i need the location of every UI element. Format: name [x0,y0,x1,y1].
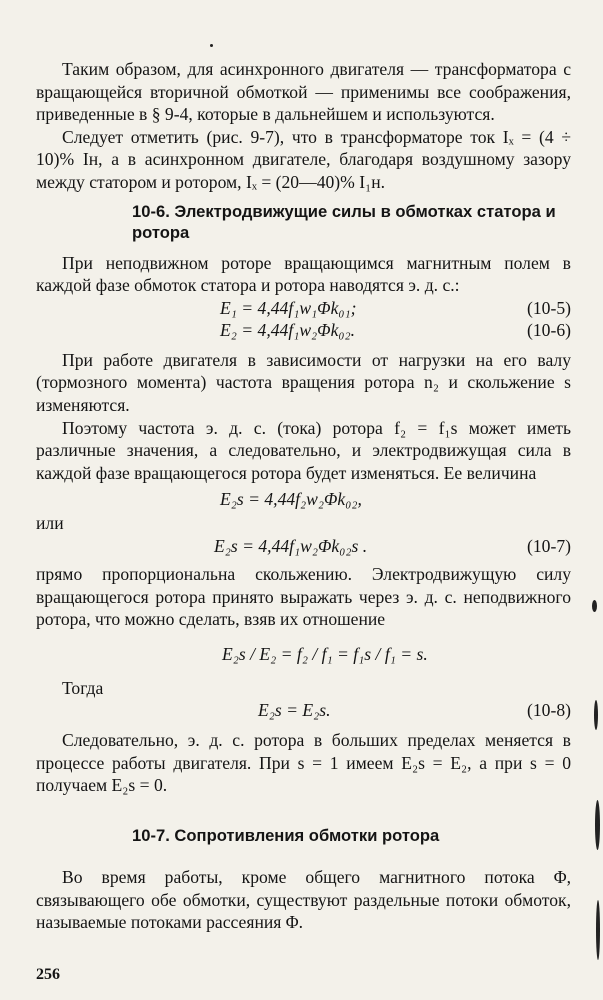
equation-10-6 [36,319,571,341]
equation-10-5 [36,297,571,319]
paragraph-1: Таким образом, для асинхронного двигателя — трансформатора с вращающейся вторичной обмоткой — применимы все соображения, приведенные в § 9-4, которые в дальнейшем и используются. [36,59,571,125]
document-page [36,58,571,934]
equation-number: (10-5) [527,297,571,318]
word-then: Тогда [62,677,104,698]
scan-speck [596,900,600,960]
paragraph-5: Поэтому частота э. д. с. (тока) ротора f₂ = f₁s может иметь различные значения, а следовательно, и электродвижущая сила в каждой фазе вращающегося ротора будет изменяться. Ее величина [36,417,571,483]
equation-formula: E₂s = 4,44f₁w₂Φk₀₂s . [214,535,368,556]
scan-speck [594,700,598,730]
equation-formula: E₂s = E₂s. [258,700,331,721]
equation-formula: E₂ = 4,44f₁w₂Φk₀₂. [220,319,356,340]
equation-number: (10-8) [527,700,571,721]
equation-ratio [36,635,571,673]
equation-e2s-1 [36,488,571,510]
equation-formula: E₂s / E₂ = f₂ / f₁ = f₁s / f₁ = s. [222,643,428,664]
paragraph-6: прямо пропорциональна скольжению. Электродвижущую силу вращающегося ротора принято выражать через э. д. с. неподвижного ротора, что можно сделать, взяв их отношение [36,563,571,630]
section-heading-10-6: 10-6. Электродвижущие силы в обмотках статора и ротора [132,201,556,242]
section-heading-10-7: 10-7. Сопротивления обмотки ротора [132,826,440,846]
paragraph-3: При неподвижном роторе вращающимся магнитным полем в каждой фазе обмоток статора и ротора наводятся э. д. с.: [36,252,571,296]
equation-10-8 [36,699,571,721]
equation-number: (10-6) [527,319,571,340]
scan-speck [210,44,213,47]
equation-10-7 [36,535,571,557]
equation-number: (10-7) [527,535,571,556]
scan-speck [592,600,597,612]
paragraph-7: Следовательно, э. д. с. ротора в больших пределах меняется в процессе работы двигателя. При s = 1 имеем E₂s = E₂, а при s = 0 получаем E₂s = 0. [36,730,571,796]
paragraph-2: Следует отметить (рис. 9-7), что в трансформаторе ток Iₓ = (4 ÷ 10)% Iн, а в асинхронном двигателе, благодаря воздушному зазору между статором и ротором, Iₓ = (20—40)% I₁н. [36,126,571,192]
word-or: или [36,513,64,534]
paragraph-4: При работе двигателя в зависимости от нагрузки на его валу (тормозного момента) частота вращения ротора n₂ и скольжение s изменяются. [36,349,571,415]
paragraph-8: Во время работы, кроме общего магнитного потока Φ, связывающего обе обмотки, существуют раздельные потоки обмоток, называемые потоками рассеяния Φ. [36,867,571,933]
scan-speck [595,800,600,850]
page-number: 256 [36,966,60,983]
equation-formula: E₁ = 4,44f₁w₁Φk₀₁; [220,297,357,318]
equation-formula: E₂s = 4,44f₂w₂Φk₀₂, [220,489,362,510]
